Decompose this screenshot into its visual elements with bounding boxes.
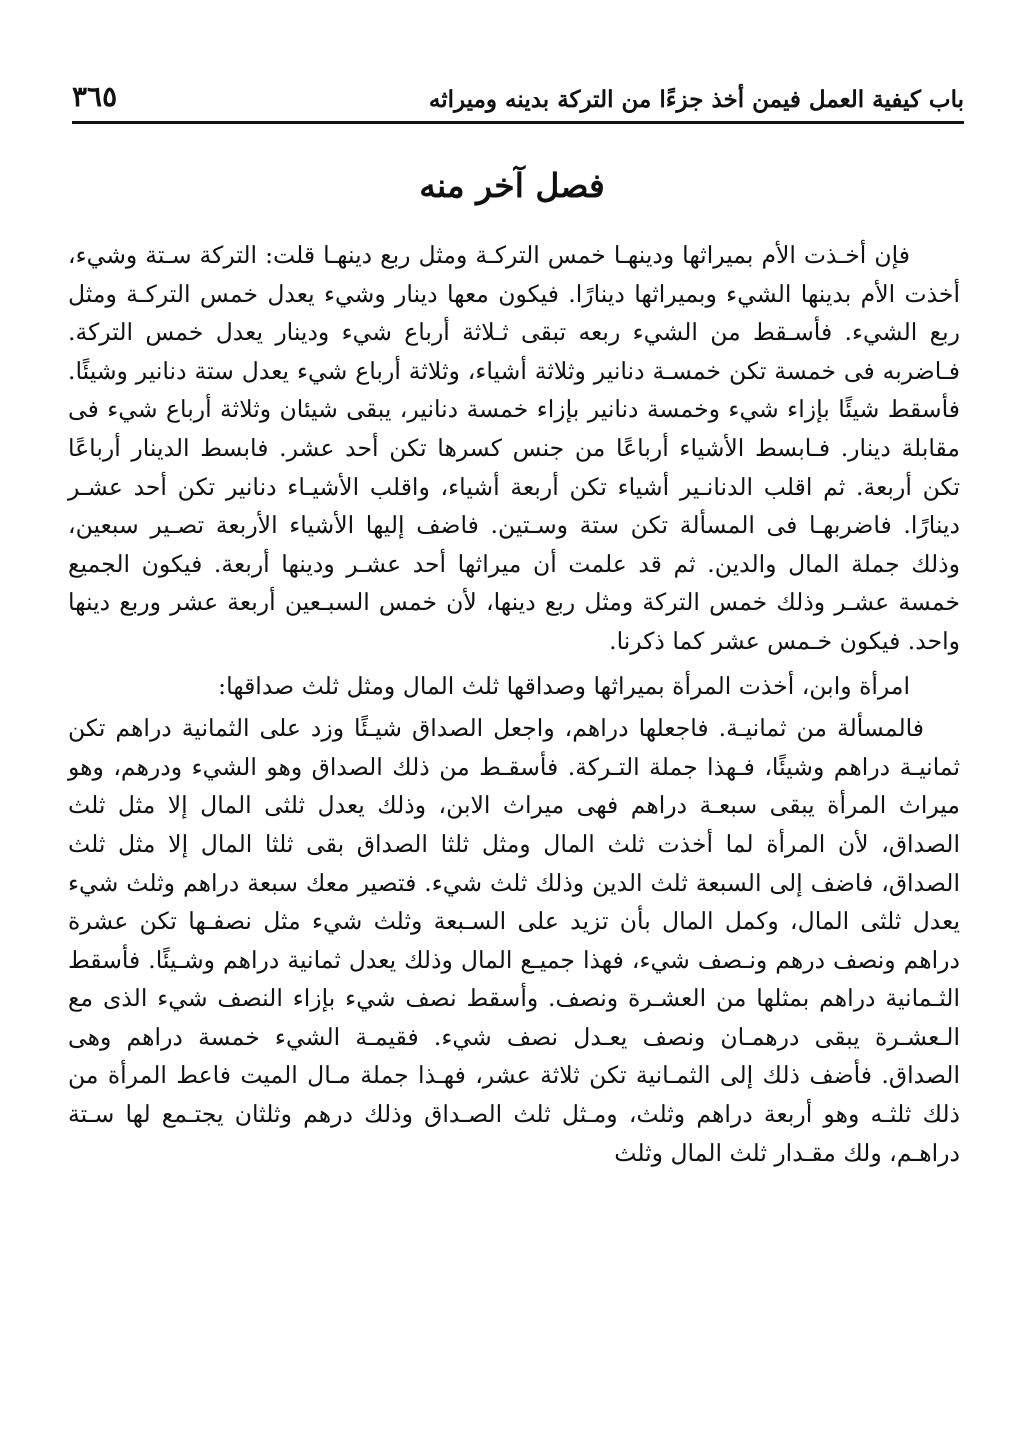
chapter-title: باب كيفية العمل فيمن أخذ جزءًا من التركة بدينه وميراثه [428,86,964,113]
body-text [68,236,960,1172]
page-number: ٣٦٥ [72,80,118,113]
running-header [72,80,964,122]
section-heading: فصل آخر منه [419,166,605,205]
paragraph-problem-statement: امرأة وابن، أخذت المرأة بميراثها وصداقها ثلث المال ومثل ثلث صداقها: [218,671,910,700]
header-divider [72,121,964,124]
paragraph-solution: فالمسألة من ثمانيـة. فاجعلها دراهم، واجعل الصداق شيـئًا وزد على الثمانية دراهم تكن ثمانيـة دراهم وشيئًا، فـهذا جملة التـركة. فأسقـط من ذلك الصداق وهو الشيء ودرهم، وهو ميراث المرأة يبقى سبعـة دراهم فهى ميراث الابن، وذلك يعدل ثلثى المال إلا مثل ثلث الصداق، لأن المرأة لما أخذت ثلث المال ومثل ثلثا الصداق بقى ثلثا المال إلا مثل ثلث الصداق، فاضف إلى السبعة ثلث الدين وذلك ثلث شيء. فتصير معك سبعة دراهم وثلث شيء يعدل ثلثى المال، وكمل المال بأن تزيد على السـبعة وثلث شيء مثل نصفـها تكن عشرة دراهم ونصف درهم ونـصف شيء، فهذا جميـع المال وذلك يعدل ثمانية دراهم وشـيئًا. فأسقط الثـمانية دراهم بمثلها من العشـرة ونصف. وأسقط نصف شيء بإزاء النصف شيء الذى مع الـعشـرة يبقى درهمـان ونصف يعـدل نصف شيء. فقيمـة الشيء خمسة دراهم وهى الصداق. فأضف ذلك إلى الثمـانية تكن ثلاثة عشر، فهـذا جملة مـال الميت فاعط المرأة من ذلك ثلثـه وهو أربعة دراهم وثلث، ومـثل ثلث الصـداق وذلك درهم وثلثان يجتـمع لها سـتة دراهـم، ولك مقـدار ثلث المال وثلث [68,714,960,1167]
paragraph-mother-share: فإن أخـذت الأم بميراثها ودينهـا خمس التركـة ومثل ربع دينهـا قلت: التركة سـتة وشيء، أخذت الأم بدينها الشيء وبميراثها دينارًا. فيكون معها دينار وشيء يعدل خمس التركـة ومثل ربع الشيء. فأسـقط من الشيء ربعه تبقى ثـلاثة أرباع شيء ودينار يعدل خمس التركة. فـاضربه فى خمسة تكن خمسـة دنانير وثلاثة أشياء، وثلاثة أرباع شيء يعدل ستة دنانير وشيئًا. فأسقط شيئًا بإزاء شيء وخمسة دنانير بإزاء خمسة دنانير، يبقى شيئان وثلاثة أرباع شيء فى مقابلة دينار. فـابسط الأشياء أرباعًا من جنس كسرها تكن أحد عشر. فابسط الدينار أرباعًا تكن أربعة. ثم اقلب الدنانـير أشياء تكن أربعة أشياء، واقلب الأشيـاء دنانير تكن أحد عشـر دينارًا. فاضربهـا فى المسألة تكن ستة وسـتين. فاضف إليها الأشياء الأربعة تصـير سبعين، وذلك جملة المال والدين. ثم قد علمت أن ميراثها أحد عشـر ودينها أربعة. فيكون الجميع خمسة عشـر وذلك خمس التركة ومثل ربع دينها، لأن خمس السبـعين أربعة عشر وربع دينها واحد. فيكون خـمس عشر كما ذكرنا. [68,241,960,655]
